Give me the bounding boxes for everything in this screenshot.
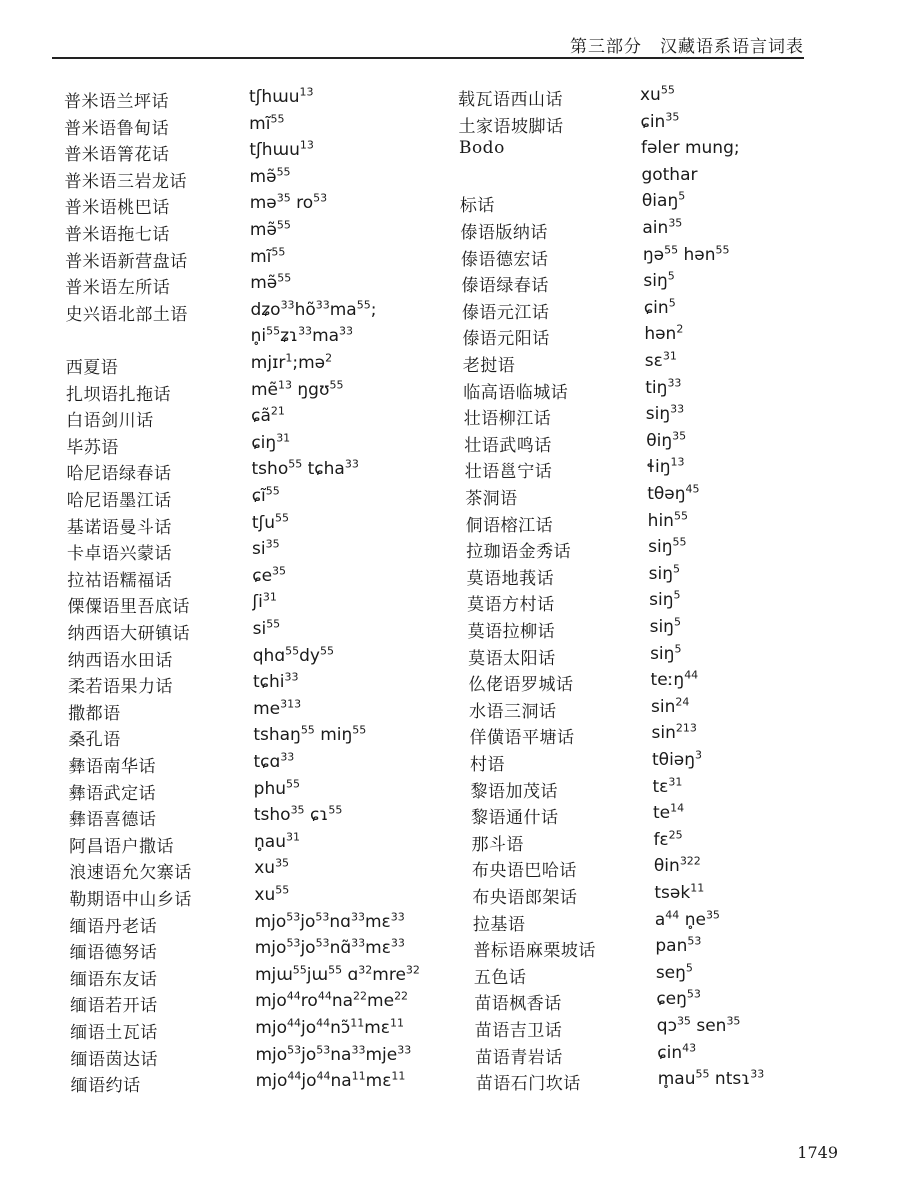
tone-number: 33 [350, 909, 365, 923]
word-form: $me^{313}$ [253, 697, 302, 719]
word-form: teːŋ$^{44}$ [650, 668, 699, 691]
tone-number: 35 [275, 856, 290, 870]
tone-number: 31 [276, 431, 291, 445]
word-form: $xu^{35}$ [254, 856, 290, 879]
running-header [0, 0, 900, 70]
word-form: $mjo^{53}jo^{53}nɑ^{33}mɛ^{33}$ [254, 909, 405, 932]
word-form: tiŋ$^{33}$ [645, 375, 682, 398]
dialect-name: 纳西语水田话 [67, 650, 173, 671]
dialect-name: 西夏语 [65, 358, 119, 378]
tone-number: 55 [660, 83, 675, 97]
word-form: $n̥au^{31}$ [254, 830, 300, 852]
tone-number: 55 [352, 723, 367, 737]
tone-number: 25 [668, 828, 683, 842]
tone-number: 44 [286, 1016, 301, 1030]
word-form: ŋə$^{55}$ hən$^{55}$ [642, 242, 730, 265]
dialect-name: 载瓦语西山话 [458, 90, 563, 110]
tone-number: 53 [315, 909, 330, 923]
tone-number: 55 [288, 457, 303, 471]
dialect-name: 普米语兰坪话 [64, 92, 169, 112]
tone-number: 11 [350, 1016, 365, 1030]
word-form: siŋ$^5$ [649, 588, 681, 611]
word-form: tsho$^{35}$ ɕɿ$^{55}$ [253, 803, 343, 826]
word-form: $n̥i^{55}ʑɿ^{33}ma^{33}$ [250, 324, 354, 347]
tone-number: 33 [351, 936, 366, 950]
dialect-name: 傣语元阳话 [462, 329, 550, 350]
word-form: ɕe$^{35}$ [252, 564, 287, 586]
dialect-name: 苗语石门坎话 [475, 1074, 581, 1095]
tone-number: 2 [325, 351, 333, 365]
dialect-name: 傣语德宏话 [460, 249, 549, 270]
word-form: ɕeŋ$^{53}$ [656, 987, 701, 1010]
tone-number: 33 [344, 457, 359, 471]
word-form: sɛ$^{31}$ [644, 349, 677, 371]
tone-number: 33 [351, 1042, 366, 1056]
dialect-name: 莫语地莪话 [466, 568, 555, 589]
tone-number: 44 [317, 989, 332, 1003]
tone-number: 55 [270, 111, 285, 125]
tone-number: 5 [667, 269, 675, 283]
word-form: ɕin$^{35}$ [640, 109, 680, 132]
word-form: θin$^{322}$ [653, 854, 701, 877]
tone-number: 53 [286, 936, 301, 950]
word-form: mə$^{35}$ $ro^{53}$ [249, 191, 328, 214]
tone-number: 24 [675, 695, 690, 709]
dialect-name: 莫语方村话 [467, 595, 555, 616]
tone-number: 1 [285, 351, 293, 365]
tone-number: 5 [673, 588, 681, 602]
tone-number: 32 [405, 963, 420, 977]
word-form: $xu^{55}$ [640, 83, 675, 105]
word-form: seŋ$^5$ [655, 961, 693, 983]
tone-number: 55 [265, 484, 280, 498]
dialect-name: 苗语吉卫话 [474, 1021, 563, 1041]
word-form: $\sin^{24}$ [651, 695, 690, 717]
word-form: mjɪr$^1$;mə$^2$ [250, 351, 333, 373]
tone-number: 13 [670, 455, 685, 469]
word-form: mjɯ$^{55}$jɯ$^{55}$ ɑ$^{32}$mre$^{32}$ [254, 963, 420, 985]
tone-number: 43 [682, 1040, 697, 1054]
dialect-name: 桑孔语 [68, 730, 121, 751]
dialect-name: 史兴语北部土语 [65, 304, 188, 325]
tone-number: 55 [266, 324, 281, 338]
tone-number: 53 [315, 936, 330, 950]
tone-number: 44 [684, 668, 699, 682]
tone-number: 55 [292, 963, 307, 977]
dialect-name: 柔若语果力话 [67, 677, 173, 698]
word-form: ɬiŋ$^{13}$ [646, 455, 685, 478]
tone-number: 33 [284, 670, 299, 684]
word-form: tsək$^{11}$ [654, 881, 705, 903]
word-form: ʃi$^{31}$ [252, 590, 277, 613]
word-form: mẽ$^{13}$ ŋgʊ$^{55}$ [250, 377, 344, 400]
tone-number: 55 [328, 803, 343, 817]
word-form: $xu^{55}$ [254, 883, 290, 905]
dialect-name: 普米语拖七话 [64, 225, 170, 245]
word-form: tshaŋ$^{55}$ miŋ$^{55}$ [253, 723, 367, 746]
word-form: fɛ$^{25}$ [653, 828, 683, 850]
tone-number: 11 [690, 881, 705, 895]
tone-number: 22 [394, 989, 409, 1003]
tone-number: 33 [339, 324, 354, 338]
word-form: $mĩ^{55}$ [249, 111, 285, 134]
page-number: 1749 [797, 1143, 838, 1162]
word-form: θiŋ$^{35}$ [646, 429, 687, 451]
tone-number: 55 [715, 242, 730, 256]
word-form: siŋ$^{55}$ [648, 535, 687, 558]
dialect-name: 拉祜语糯福话 [67, 570, 173, 591]
word-form: $\sin^{213}$ [651, 721, 697, 744]
tone-number: 55 [672, 535, 687, 549]
tone-number: 33 [670, 402, 685, 416]
tone-number: 55 [300, 723, 315, 737]
tone-number: 5 [674, 641, 682, 655]
dialect-name: 佯僙语平塘话 [469, 728, 575, 749]
tone-number: 35 [665, 109, 680, 123]
word-form: $mjo^{53}jo^{53}nɑ̃^{33}mɛ^{33}$ [254, 936, 405, 959]
dialect-name: 撒都语 [68, 703, 121, 724]
tone-number: 35 [705, 907, 720, 921]
dialect-name: 普米语新营盘话 [65, 251, 188, 272]
tone-number: 35 [672, 429, 687, 443]
dialect-name: 勒期语中山乡话 [69, 890, 192, 910]
tone-number: 11 [389, 1016, 404, 1030]
word-form: phu$^{55}$ [253, 776, 301, 799]
word-form: tɕɑ$^{33}$ [253, 750, 295, 772]
tone-number: 5 [668, 296, 676, 310]
tone-number: 32 [358, 963, 373, 977]
header-rule [52, 57, 804, 59]
dialect-name: 壮语柳江话 [463, 409, 552, 430]
tone-number: 33 [667, 375, 682, 389]
tone-number: 55 [277, 271, 292, 285]
tone-number: 55 [275, 510, 290, 524]
tone-number: 55 [664, 242, 679, 256]
tone-number: 55 [275, 883, 290, 897]
dialect-name: 拉珈语金秀话 [466, 542, 572, 563]
dialect-name: 土家语坡脚话 [458, 116, 564, 137]
dialect-name: 扎坝语扎拖话 [65, 384, 171, 405]
dialect-name: 基诺语曼斗话 [66, 517, 172, 538]
dialect-name: 标话 [459, 196, 495, 217]
word-form: siŋ$^{33}$ [645, 402, 685, 425]
dialect-name: 拉基语 [472, 914, 526, 935]
tone-number: 55 [329, 377, 344, 391]
tone-number: 33 [315, 298, 330, 312]
tone-number: 2 [676, 322, 684, 336]
tone-number: 5 [678, 189, 686, 203]
dialect-name: 缅语东友话 [69, 969, 158, 990]
word-form: $si^{35}$ [252, 537, 280, 560]
tone-number: 35 [290, 803, 305, 817]
word-form: $si^{55}$ [252, 617, 281, 639]
word-form: ɕin$^{43}$ [657, 1040, 697, 1063]
word-form: mə̃$^{55}$ [249, 218, 291, 240]
word-form: siŋ$^5$ [648, 562, 680, 584]
dialect-name: 普米语箐花话 [64, 145, 170, 166]
tone-number: 35 [726, 1014, 741, 1028]
word-form: siŋ$^5$ [649, 615, 681, 637]
tone-number: 31 [286, 830, 300, 844]
dialect-name: 傣语版纳话 [460, 223, 548, 243]
dialect-name: 普标语麻栗坡话 [473, 941, 596, 962]
tone-number: 313 [280, 697, 302, 711]
dialect-name: 普米语三岩龙话 [64, 171, 188, 192]
tone-number: 55 [328, 963, 343, 977]
word-form: $dʑo^{33}hõ^{33}ma^{55}$; [250, 298, 377, 320]
dialect-name: 壮语武鸣话 [464, 435, 552, 456]
tone-number: 31 [662, 349, 677, 363]
word-form: tθiəŋ$^3$ [652, 748, 703, 770]
word-form: $qhɑ^{55}dy^{55}$ [252, 643, 334, 666]
tone-number: 11 [391, 1069, 406, 1083]
tone-number: 53 [316, 1042, 331, 1056]
tone-number: 213 [675, 721, 697, 735]
tone-number: 53 [686, 987, 701, 1001]
word-form: ɕiŋ$^{31}$ [251, 431, 291, 453]
word-form: $m̥au^{55}$ ntsɿ$^{33}$ [657, 1067, 765, 1090]
tone-number: 53 [687, 934, 702, 948]
tone-number: 13 [299, 85, 314, 99]
word-form: $mjo^{53}jo^{53}na^{33}mje^{33}$ [255, 1042, 412, 1065]
dialect-name: 缅语茵达话 [70, 1049, 158, 1070]
word-form: ɕĩ$^{55}$ [251, 484, 280, 506]
tone-number: 53 [313, 191, 328, 205]
tone-number: 31 [668, 774, 683, 788]
word-form: siŋ$^5$ [650, 641, 682, 664]
dialect-name: 莫语太阳话 [468, 648, 556, 669]
word-form: gothar [641, 164, 698, 185]
tone-number: 35 [272, 564, 287, 578]
tone-number: 55 [276, 165, 291, 179]
word-form: θiaŋ$^5$ [641, 189, 686, 212]
dialect-name: 缅语德努话 [69, 943, 158, 964]
word-form: siŋ$^5$ [643, 269, 675, 292]
word-form: $mjo^{44}ro^{44}na^{22}me^{22}$ [255, 989, 409, 1012]
tone-number: 33 [298, 324, 313, 338]
dialect-name: 莫语拉柳话 [467, 622, 556, 642]
word-form: tθəŋ$^{45}$ [647, 482, 700, 504]
tone-number: 55 [266, 617, 281, 631]
tone-number: 3 [695, 748, 703, 762]
tone-number: 44 [316, 1069, 331, 1083]
tone-number: 44 [287, 1069, 302, 1083]
dialect-name: 黎语通什话 [470, 808, 559, 829]
word-form: ain$^{35}$ [642, 216, 683, 238]
dialect-name: 侗语榕江话 [465, 515, 554, 536]
word-form: $te^{14}$ [652, 801, 685, 824]
dialect-name: 村语 [470, 755, 505, 775]
tone-number: 55 [356, 298, 371, 312]
dialect-name: 哈尼语绿春话 [66, 464, 172, 485]
dialect-name: 彝语武定话 [68, 783, 157, 804]
tone-number: 44 [286, 989, 301, 1003]
dialect-name: 卡卓语兴蒙话 [67, 544, 173, 565]
tone-number: 55 [285, 643, 300, 657]
word-form: tsho$^{55}$ tɕha$^{33}$ [251, 457, 359, 480]
dialect-name: 茶洞语 [465, 489, 518, 509]
dialect-name: 缅语若开话 [70, 996, 158, 1017]
dialect-name: 傈僳语里吾底话 [67, 597, 190, 618]
word-form: ɕin$^5$ [643, 296, 676, 318]
tone-number: 55 [271, 244, 286, 258]
tone-number: 53 [286, 909, 301, 923]
word-form: $mĩ^{55}$ [250, 244, 286, 267]
dialect-name: 苗语枫香话 [474, 994, 562, 1015]
tone-number: 22 [353, 989, 368, 1003]
dialect-name: 仫佬语罗城话 [468, 675, 574, 696]
word-form: qɔ$^{35}$ sen$^{35}$ [656, 1014, 741, 1036]
dialect-name: 缅语丹老话 [69, 916, 158, 937]
dialect-name: 壮语邕宁话 [464, 462, 553, 483]
tone-number: 322 [679, 854, 701, 868]
dialect-name: 傣语元江话 [461, 302, 550, 323]
dialect-name: 纳西语大研镇话 [67, 624, 191, 644]
tone-number: 35 [668, 216, 683, 230]
tone-number: 31 [262, 590, 277, 604]
tone-number: 35 [676, 1014, 691, 1028]
tone-number: 55 [319, 643, 334, 657]
tone-number: 44 [665, 907, 680, 921]
tone-number: 55 [286, 776, 301, 790]
dialect-name: 缅语土瓦话 [70, 1023, 158, 1043]
tone-number: 55 [695, 1067, 710, 1081]
tone-number: 44 [316, 1016, 331, 1030]
word-form: mə̃$^{55}$ [249, 165, 291, 187]
dialect-name: 老挝语 [462, 356, 516, 376]
tone-number: 35 [276, 191, 291, 205]
word-form: $a^{44}$ $n̥e^{35}$ [654, 907, 720, 930]
dialect-name: 阿昌语户撒话 [69, 836, 175, 857]
tone-number: 33 [390, 909, 405, 923]
dialect-name: 临高语临城话 [463, 382, 569, 403]
tone-number: 13 [299, 138, 314, 152]
tone-number: 35 [265, 537, 280, 551]
dialect-name: Bodo [458, 138, 505, 159]
word-form: hən$^2$ [644, 322, 684, 345]
dialect-name: 水语三洞话 [469, 701, 557, 722]
word-form: tʃu$^{55}$ [251, 510, 290, 533]
dialect-name: 傣语绿春话 [461, 276, 549, 297]
dialect-name: 布央语巴哈话 [471, 861, 577, 882]
word-form: tʃhɯu$^{13}$ [249, 138, 314, 161]
tone-number: 33 [280, 750, 295, 764]
word-form: tʃhɯu$^{13}$ [249, 85, 314, 107]
tone-number: 5 [672, 562, 680, 576]
dialect-name: 普米语鲁甸话 [64, 118, 170, 139]
word-form: fəler mung; [640, 138, 740, 159]
dialect-name: 普米语桃巴话 [64, 198, 170, 219]
tone-number: 5 [673, 615, 681, 629]
word-form: $mjo^{44}jo^{44}na^{11}mɛ^{11}$ [255, 1069, 406, 1092]
tone-number: 14 [670, 801, 685, 815]
tone-number: 45 [685, 482, 700, 496]
tone-number: 21 [270, 404, 285, 418]
dialect-name: 毕苏语 [66, 437, 119, 458]
header-title: 第三部分 汉藏语系语言词表 [570, 37, 804, 57]
tone-number: 5 [685, 961, 693, 975]
dialect-name: 彝语喜德话 [68, 810, 157, 831]
dialect-name: 那斗语 [471, 834, 524, 855]
tone-number: 33 [280, 298, 295, 312]
dialect-name: 缅语约话 [70, 1076, 141, 1097]
word-form: mə̃$^{55}$ [250, 271, 292, 294]
tone-number: 53 [287, 1042, 302, 1056]
tone-number: 13 [278, 377, 292, 391]
word-form: pan$^{53}$ [655, 934, 702, 957]
dialect-name: 布央语郎架话 [472, 888, 578, 908]
dialect-name: 浪速语允欠寨话 [69, 863, 192, 884]
word-form: hin$^{55}$ [647, 508, 688, 531]
word-form: $mjo^{44}jo^{44}nɔ̃^{11}mɛ^{11}$ [255, 1016, 404, 1038]
dialect-name: 五色话 [473, 967, 527, 988]
tone-number: 55 [276, 218, 291, 232]
dialect-name: 哈尼语墨江话 [66, 491, 172, 511]
dialect-name: 苗语青岩话 [475, 1047, 563, 1068]
tone-number: 55 [673, 508, 688, 522]
word-form: tɕhi$^{33}$ [252, 670, 299, 693]
dialect-name: 彝语南华话 [68, 757, 156, 777]
dialect-name: 普米语左所话 [65, 278, 171, 299]
tone-number: 33 [397, 1042, 412, 1056]
word-form: tɛ$^{31}$ [652, 774, 683, 797]
dialect-name: 白语剑川话 [66, 411, 154, 432]
dialect-name: 黎语加茂话 [470, 781, 558, 802]
tone-number: 11 [351, 1069, 366, 1083]
tone-number: 33 [750, 1067, 765, 1081]
word-form: ɕã$^{21}$ [251, 404, 285, 427]
tone-number: 33 [390, 936, 405, 950]
